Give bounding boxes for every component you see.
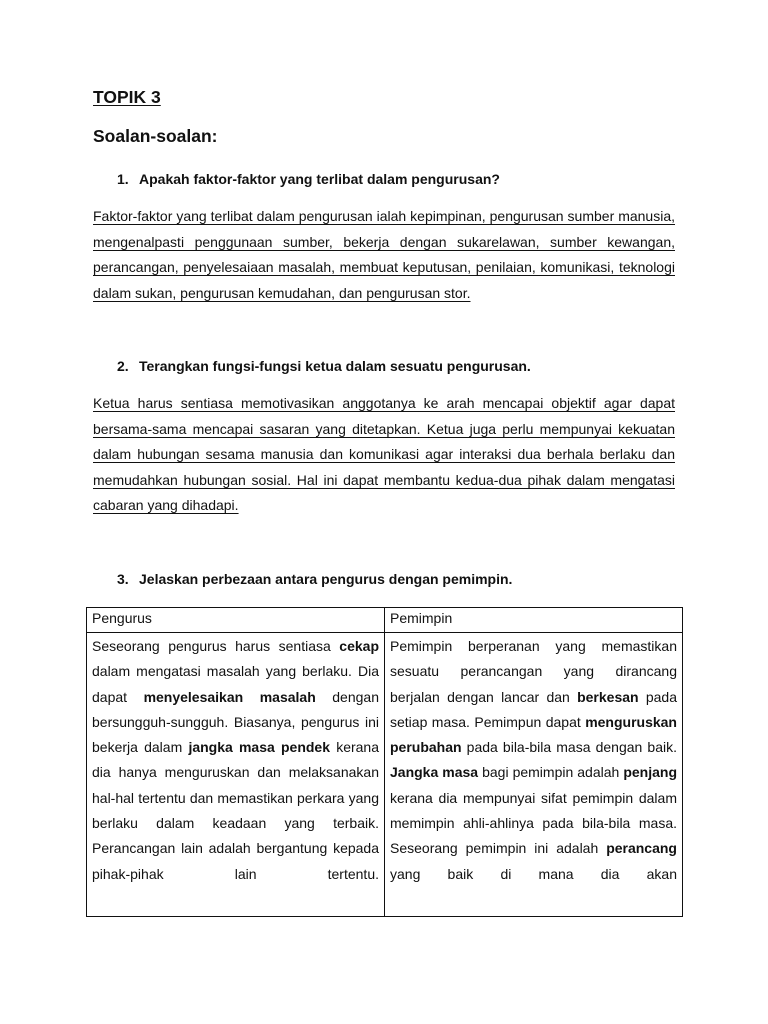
question-1-text: Apakah faktor-faktor yang terlibat dalam pengurusan? xyxy=(139,171,500,187)
cell-pengurus xyxy=(87,633,385,917)
pemimpin-bold-3: Jangka masa xyxy=(390,764,479,781)
question-3 xyxy=(117,571,512,587)
question-2-text: Terangkan fungsi-fungsi ketua dalam sesuatu pengurusan. xyxy=(139,358,531,374)
pengurus-bold-3: jangka masa pendek xyxy=(188,739,330,756)
pengurus-text-2: dalam mengatasi masalah yang berlaku. Dia dapat xyxy=(92,663,379,705)
header-pengurus: Pengurus xyxy=(87,608,385,633)
pemimpin-bold-4: penjang xyxy=(623,764,677,781)
table-row xyxy=(87,633,683,917)
pemimpin-bold-1: berkesan xyxy=(577,688,639,705)
question-3-number: 3. xyxy=(117,571,129,587)
pengurus-bold-2: menyelesaikan masalah xyxy=(143,688,316,705)
pengurus-bold-1: cekap xyxy=(339,638,379,654)
answer-1: Faktor-faktor yang terlibat dalam pengurusan ialah kepimpinan, pengurusan sumber manusia, mengenalpasti penggunaan sumber, bekerja dengan sukarelawan, sumber kewangan, perancangan, penyelesaiaan masalah, membuat keputusan, penilaian, komunikasi, teknologi dalam sukan, pengurusan kemudahan, dan pengurusan stor. xyxy=(93,208,675,301)
pengurus-text-3: dengan bersungguh-sungguh. Biasanya, pengurus ini bekerja dalam xyxy=(92,688,379,756)
question-2 xyxy=(117,358,531,374)
question-1 xyxy=(117,171,500,187)
section-heading: Soalan-soalan: xyxy=(93,126,218,146)
table-header-row xyxy=(87,608,683,633)
pemimpin-text-6: yang baik di mana dia akan xyxy=(390,865,677,882)
pemimpin-text-2: pada setiap masa. Pemimpun dapat xyxy=(390,688,677,730)
comparison-table xyxy=(86,607,683,917)
pemimpin-bold-2: menguruskan perubahan xyxy=(390,713,677,756)
pemimpin-text-4: bagi pemimpin adalah xyxy=(478,764,624,781)
pemimpin-bold-5: perancang xyxy=(606,840,677,857)
topic-title: TOPIK 3 xyxy=(93,87,161,107)
question-2-number: 2. xyxy=(117,358,129,374)
pengurus-text-1: Seseorang pengurus harus sentiasa xyxy=(92,638,340,654)
pemimpin-text-1: Pemimpin berperanan yang memastikan sesuatu perancangan yang dirancang berjalan dengan lancar dan xyxy=(390,638,677,705)
pengurus-text-4: kerana dia hanya menguruskan dan melaksanakan hal-hal tertentu dan memastikan perkara yang berlaku dalam keadaan yang terbaik. Perancangan lain adalah bergantung kepada pihak-pihak lain tertentu. xyxy=(92,739,379,882)
pemimpin-text-3: pada bila-bila masa dengan baik. xyxy=(461,739,677,756)
question-3-text: Jelaskan perbezaan antara pengurus dengan pemimpin. xyxy=(139,571,513,587)
header-pemimpin: Pemimpin xyxy=(385,608,683,633)
question-1-number: 1. xyxy=(117,171,129,187)
cell-pemimpin xyxy=(385,633,683,917)
pemimpin-text-5: kerana dia mempunyai sifat pemimpin dalam memimpin ahli-ahlinya pada bila-bila masa. Seseorang pemimpin ini adalah xyxy=(390,789,677,857)
answer-2: Ketua harus sentiasa memotivasikan anggotanya ke arah mencapai objektif agar dapat bersama-sama mencapai sasaran yang ditetapkan. Ketua juga perlu mempunyai kekuatan dalam hubungan sesama manusia dan komunikasi agar interaksi dua berhala berlaku dan memudahkan hubungan sosial. Hal ini dapat membantu kedua-dua pihak dalam mengatasi cabaran yang dihadapi. xyxy=(93,395,675,513)
